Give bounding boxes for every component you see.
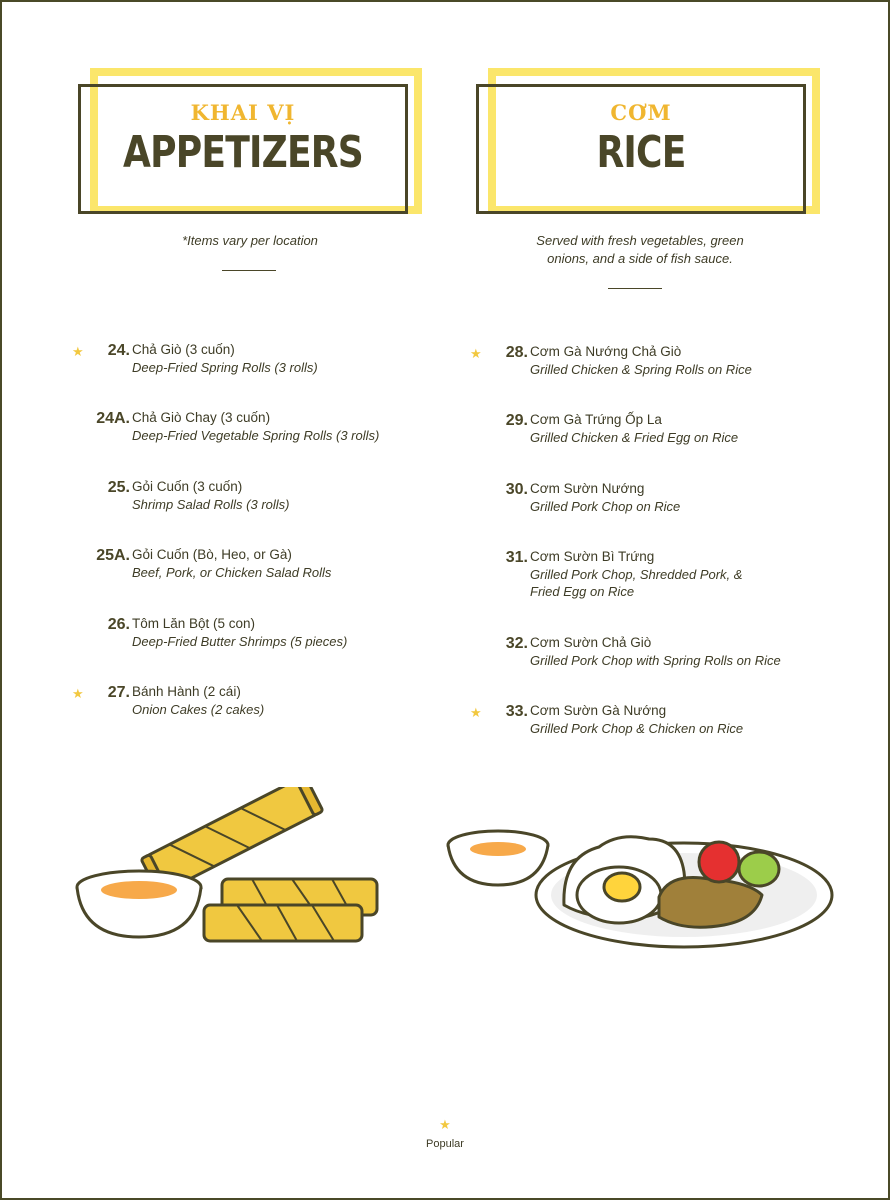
item-name-vietnamese: Cơm Sườn Nướng bbox=[530, 481, 645, 496]
item-number: 24A. bbox=[96, 410, 130, 427]
item-name-vietnamese: Cơm Gà Nướng Chả Giò bbox=[530, 344, 682, 359]
menu-item bbox=[448, 635, 848, 675]
item-number: 24. bbox=[107, 342, 130, 359]
item-name-vietnamese: Tôm Lăn Bột (5 con) bbox=[132, 616, 256, 631]
item-name-english: Grilled Chicken & Fried Egg on Rice bbox=[530, 430, 739, 445]
menu-item bbox=[50, 479, 450, 519]
item-name-english: Grilled Pork Chop with Spring Rolls on Rice bbox=[530, 653, 781, 668]
item-number: 25. bbox=[107, 479, 130, 496]
legend bbox=[2, 1118, 888, 1150]
divider bbox=[608, 288, 662, 289]
rice-title-box bbox=[476, 68, 821, 218]
item-number: 25A. bbox=[96, 547, 130, 564]
item-name-english: Grilled Chicken & Spring Rolls on Rice bbox=[530, 362, 752, 377]
item-name-english: Deep-Fried Spring Rolls (3 rolls) bbox=[132, 360, 318, 375]
item-name-english: Grilled Pork Chop, Shredded Pork, & Fried Egg on Rice bbox=[530, 567, 743, 599]
menu-item bbox=[448, 549, 848, 605]
menu-item bbox=[448, 412, 848, 452]
star-icon: ★ bbox=[439, 1117, 451, 1132]
item-name-vietnamese: Cơm Sườn Bì Trứng bbox=[530, 549, 655, 564]
star-icon: ★ bbox=[72, 344, 84, 359]
divider bbox=[222, 270, 276, 271]
rice-plate-illustration bbox=[444, 817, 839, 967]
menu-item bbox=[448, 703, 848, 743]
item-number: 33. bbox=[505, 703, 528, 720]
item-name-english: Grilled Pork Chop & Chicken on Rice bbox=[530, 721, 744, 736]
appetizers-note: *Items vary per location bbox=[182, 233, 318, 248]
item-number: 28. bbox=[505, 344, 528, 361]
item-name-vietnamese: Chả Giò Chay (3 cuốn) bbox=[132, 410, 271, 425]
item-number: 29. bbox=[505, 412, 528, 429]
star-icon: ★ bbox=[470, 705, 482, 720]
item-name-english: Onion Cakes (2 cakes) bbox=[132, 702, 265, 717]
rice-title: RICE bbox=[596, 127, 686, 178]
spring-rolls-illustration bbox=[72, 787, 392, 952]
menu-item bbox=[448, 481, 848, 521]
item-name-english: Shrimp Salad Rolls (3 rolls) bbox=[132, 497, 290, 512]
item-name-vietnamese: Chả Giò (3 cuốn) bbox=[132, 342, 235, 357]
menu-item bbox=[50, 342, 450, 382]
menu-item bbox=[50, 684, 450, 724]
appetizers-title: APPETIZERS bbox=[123, 127, 363, 178]
star-icon: ★ bbox=[470, 346, 482, 361]
item-name-vietnamese: Cơm Sườn Gà Nướng bbox=[530, 703, 667, 718]
item-number: 26. bbox=[107, 616, 130, 633]
appetizers-title-vietnamese: KHAI VỊ bbox=[190, 100, 296, 125]
item-name-vietnamese: Bánh Hành (2 cái) bbox=[132, 684, 241, 699]
item-name-english: Beef, Pork, or Chicken Salad Rolls bbox=[132, 565, 332, 580]
menu-item bbox=[448, 344, 848, 384]
item-number: 30. bbox=[505, 481, 528, 498]
menu-item bbox=[50, 410, 450, 450]
item-name-english: Deep-Fried Butter Shrimps (5 pieces) bbox=[132, 634, 348, 649]
menu-item bbox=[50, 616, 450, 656]
star-icon: ★ bbox=[72, 686, 84, 701]
rice-title-vietnamese: CƠM bbox=[610, 100, 672, 125]
item-number: 31. bbox=[505, 549, 528, 566]
item-name-vietnamese: Cơm Sườn Chả Giò bbox=[530, 635, 652, 650]
item-number: 27. bbox=[107, 684, 130, 701]
item-name-vietnamese: Cơm Gà Trứng Ốp La bbox=[530, 412, 662, 427]
item-name-english: Deep-Fried Vegetable Spring Rolls (3 rolls) bbox=[132, 428, 380, 443]
item-name-vietnamese: Gỏi Cuốn (Bò, Heo, or Gà) bbox=[132, 547, 292, 562]
legend-label: Popular bbox=[426, 1138, 464, 1150]
item-name-english: Grilled Pork Chop on Rice bbox=[530, 499, 681, 514]
menu-item bbox=[50, 547, 450, 587]
rice-note: Served with fresh vegetables, green onions, and a side of fish sauce. bbox=[536, 233, 744, 266]
item-number: 32. bbox=[505, 635, 528, 652]
appetizers-title-box bbox=[78, 68, 423, 218]
item-name-vietnamese: Gỏi Cuốn (3 cuốn) bbox=[132, 479, 243, 494]
